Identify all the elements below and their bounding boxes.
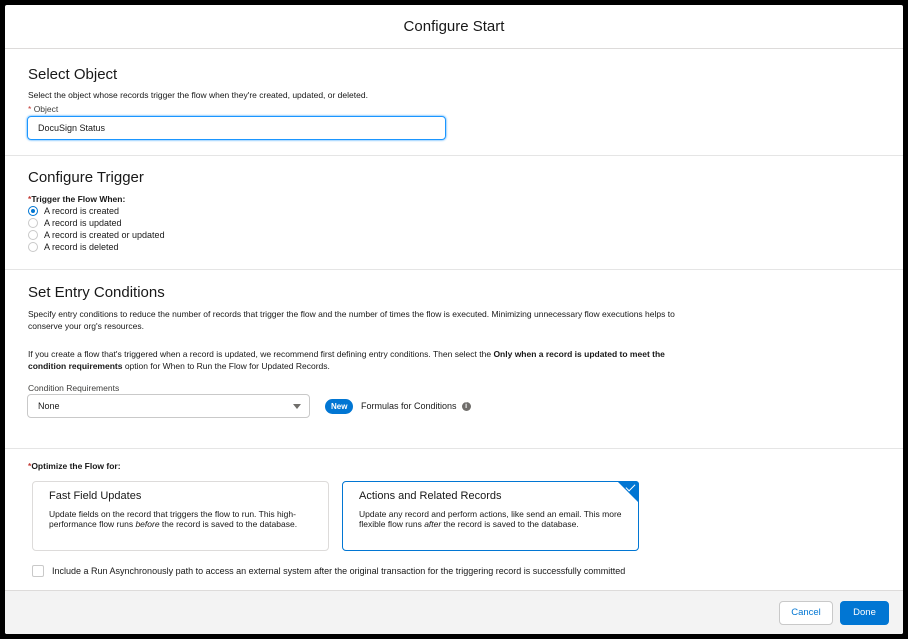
fast-field-updates-card[interactable]: [32, 481, 329, 551]
entry-conditions-recommendation: If you create a flow that's triggered when a record is updated, we recommend first defining entry conditions. Then select the Only when a record is updated to meet the condition requirements option for When to Run the Flow for Updated Records.: [28, 349, 665, 371]
card-title: Fast Field Updates: [49, 490, 142, 502]
radio-option-created-or-updated[interactable]: A record is created or updated: [28, 229, 165, 241]
required-marker: *: [28, 461, 32, 471]
radio-option-updated[interactable]: A record is updated: [28, 217, 165, 229]
chevron-down-icon: [293, 404, 301, 409]
condition-requirements-label: Condition Requirements: [28, 383, 120, 393]
entry-conditions-description: Specify entry conditions to reduce the number of records that trigger the flow and the number of times the flow is executed. Minimizing unnecessary flow executions helps to conserve your org's resources.: [28, 309, 675, 331]
entry-conditions-title: Set Entry Conditions: [28, 284, 165, 301]
select-object-title: Select Object: [28, 66, 118, 83]
required-marker: *: [28, 194, 32, 204]
configure-trigger-section: [5, 156, 903, 270]
actions-related-records-card[interactable]: [342, 481, 639, 551]
optimize-section: [5, 449, 903, 595]
configure-trigger-title: Configure Trigger: [28, 169, 144, 186]
condition-requirements-select[interactable]: None: [27, 394, 310, 418]
radio-button[interactable]: [28, 230, 38, 240]
trigger-field-label: *Trigger the Flow When:: [28, 194, 126, 204]
object-field-label: * Object: [28, 104, 59, 114]
radio-option-created[interactable]: A record is created: [28, 205, 165, 217]
entry-conditions-section: [5, 270, 903, 449]
trigger-radio-group: [28, 205, 165, 253]
modal-footer: [5, 590, 903, 634]
object-input[interactable]: DocuSign Status: [27, 116, 446, 140]
radio-button[interactable]: [28, 218, 38, 228]
run-async-label: Include a Run Asynchronously path to access an external system after the original transaction for the triggering record is successfully committed: [52, 566, 626, 576]
optimize-field-label: *Optimize the Flow for:: [28, 461, 121, 471]
modal-header: [5, 5, 903, 49]
radio-button[interactable]: [28, 206, 38, 216]
new-badge: New: [325, 399, 353, 414]
radio-option-deleted[interactable]: A record is deleted: [28, 241, 165, 253]
card-title: Actions and Related Records: [359, 490, 502, 502]
radio-button[interactable]: [28, 242, 38, 252]
formulas-for-conditions: Formulas for Conditions i: [361, 401, 471, 411]
run-async-option[interactable]: [32, 565, 625, 577]
select-object-section: [5, 49, 903, 156]
run-async-checkbox[interactable]: [32, 565, 44, 577]
select-object-description: Select the object whose records trigger the flow when they're created, updated, or deleted.: [28, 90, 368, 100]
done-button[interactable]: Done: [840, 601, 889, 625]
card-description: Update fields on the record that triggers the flow to run. This high-performance flow runs before the record is saved to the database.: [49, 509, 298, 529]
configure-start-modal: [5, 5, 903, 634]
info-icon[interactable]: i: [462, 402, 471, 411]
required-marker: *: [28, 104, 32, 114]
cancel-button[interactable]: Cancel: [779, 601, 833, 625]
modal-title: Configure Start: [403, 18, 505, 35]
card-description: Update any record and perform actions, like send an email. This more flexible flow runs after the record is saved to the database.: [359, 509, 622, 529]
